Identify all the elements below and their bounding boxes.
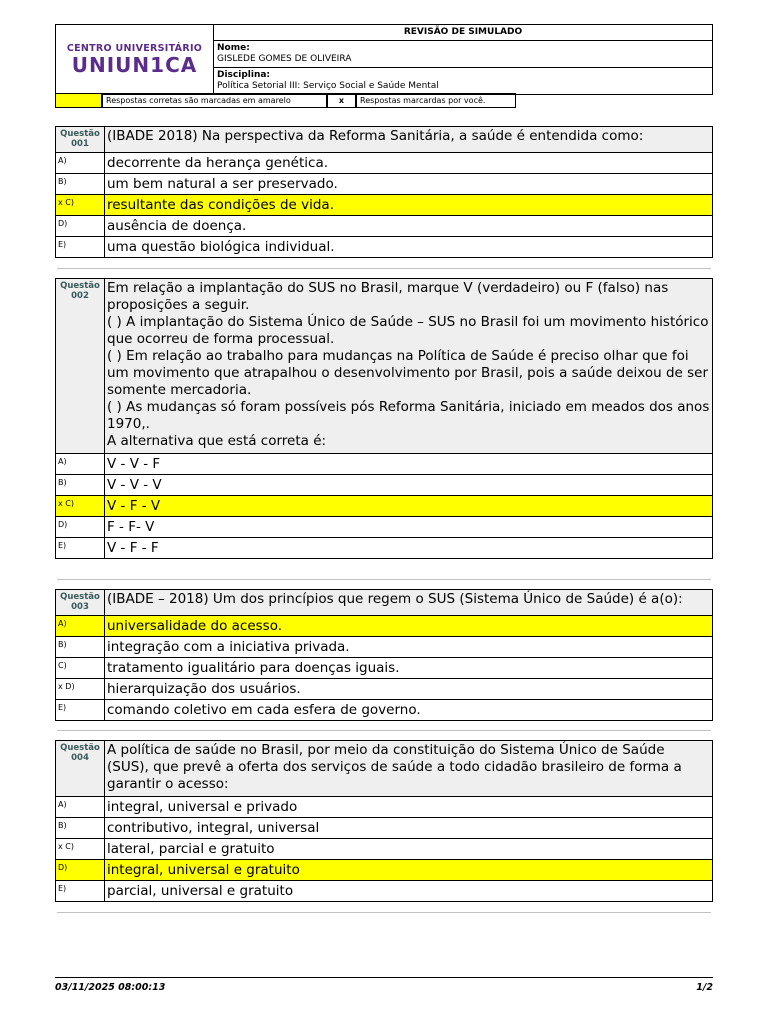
option-text: integração com a iniciativa privada. <box>105 637 713 658</box>
option-row[interactable] <box>56 475 713 496</box>
option-letter: B) <box>56 174 105 195</box>
option-text: integral, universal e privado <box>105 797 713 818</box>
statement-text: (IBADE 2018) Na perspectiva da Reforma Sanitária, a saúde é entendida como: <box>107 128 644 144</box>
legend <box>55 93 516 107</box>
option-text: uma questão biológica individual. <box>105 237 713 258</box>
question-block <box>55 126 713 258</box>
option-text: um bem natural a ser preservado. <box>105 174 713 195</box>
option-row[interactable] <box>56 658 713 679</box>
option-row[interactable] <box>56 538 713 559</box>
question-number-value: 002 <box>71 291 89 301</box>
legend-marked-text: Respostas marcardas por você. <box>356 93 516 108</box>
question-label: Questão <box>60 281 100 291</box>
option-row[interactable] <box>56 216 713 237</box>
page-title: REVISÃO DE SIMULADO <box>214 25 713 41</box>
option-text: V - V - V <box>105 475 713 496</box>
student-name-cell <box>214 41 713 68</box>
option-row[interactable] <box>56 237 713 258</box>
option-text: F - F- V <box>105 517 713 538</box>
option-letter: B) <box>56 475 105 496</box>
question-label: Questão <box>60 592 100 602</box>
name-label: Nome: <box>217 43 250 53</box>
question-number <box>56 590 105 616</box>
option-row[interactable] <box>56 839 713 860</box>
option-text: V - F - F <box>105 538 713 559</box>
question-number <box>56 741 105 797</box>
statement-text: ( ) A implantação do Sistema Único de Saúde – SUS no Brasil foi um movimento histórico que ocorreu de forma processual. <box>107 314 709 347</box>
option-letter: E) <box>56 237 105 258</box>
question-number <box>56 127 105 153</box>
option-letter: A) <box>56 153 105 174</box>
option-text: universalidade do acesso. <box>105 616 713 637</box>
option-letter: D) <box>56 517 105 538</box>
footer-datetime: 03/11/2025 08:00:13 <box>55 982 166 993</box>
option-text: tratamento igualitário para doenças iguais. <box>105 658 713 679</box>
question-number-value: 004 <box>71 753 89 763</box>
question-number-value: 001 <box>71 139 89 149</box>
option-text: integral, universal e gratuito <box>105 860 713 881</box>
divider <box>57 730 711 731</box>
option-row-correct[interactable] <box>56 616 713 637</box>
divider <box>57 268 711 269</box>
option-row-correct[interactable] <box>56 496 713 517</box>
footer-page-number: 1/2 <box>696 982 713 993</box>
option-letter: A) <box>56 454 105 475</box>
option-text: parcial, universal e gratuito <box>105 881 713 902</box>
logo-text-bottom: UNIUN1CA <box>71 53 198 77</box>
statement-text: ( ) As mudanças só foram possíveis pós Reforma Sanitária, iniciado em meados dos anos 1970,. <box>107 399 710 432</box>
question-block <box>55 589 713 721</box>
option-text: V - V - F <box>105 454 713 475</box>
question-number-value: 003 <box>71 602 89 612</box>
statement-text: (IBADE – 2018) Um dos princípios que regem o SUS (Sistema Único de Saúde) é a(o): <box>107 591 683 607</box>
name-value: GISLEDE GOMES DE OLIVEIRA <box>217 54 352 64</box>
option-letter: x C) <box>56 195 105 216</box>
logo-text-top: CENTRO UNIVERSITÁRIO <box>66 43 203 54</box>
question-statement <box>105 741 713 797</box>
discipline-value: Política Setorial III: Serviço Social e Saúde Mental <box>217 81 439 91</box>
footer-divider <box>55 977 713 978</box>
option-row[interactable] <box>56 679 713 700</box>
question-label: Questão <box>60 129 100 139</box>
option-letter: x D) <box>56 679 105 700</box>
legend-correct-text: Respostas corretas são marcadas em amarelo <box>102 93 327 108</box>
legend-marked-symbol: x <box>327 93 356 108</box>
option-letter: E) <box>56 700 105 721</box>
divider <box>57 579 711 580</box>
question-block <box>55 278 713 559</box>
option-letter: A) <box>56 797 105 818</box>
question-number <box>56 279 105 454</box>
option-row[interactable] <box>56 174 713 195</box>
option-text: resultante das condições de vida. <box>105 195 713 216</box>
option-letter: x C) <box>56 496 105 517</box>
option-row[interactable] <box>56 881 713 902</box>
option-letter: E) <box>56 538 105 559</box>
statement-text: A alternativa que está correta é: <box>107 433 327 449</box>
option-text: ausência de doença. <box>105 216 713 237</box>
option-row-correct[interactable] <box>56 860 713 881</box>
divider <box>57 912 711 913</box>
discipline-cell <box>214 68 713 95</box>
header-table <box>55 24 713 95</box>
option-letter: D) <box>56 216 105 237</box>
option-text: hierarquização dos usuários. <box>105 679 713 700</box>
option-text: V - F - V <box>105 496 713 517</box>
option-row[interactable] <box>56 637 713 658</box>
question-statement <box>105 279 713 454</box>
option-letter: D) <box>56 860 105 881</box>
option-row[interactable] <box>56 700 713 721</box>
option-text: decorrente da herança genética. <box>105 153 713 174</box>
statement-text: ( ) Em relação ao trabalho para mudanças na Política de Saúde é preciso olhar que foi um movimento que atrapalhou o desenvolvimento por Brasil, pois a saúde deixou de ser somente mercadoria. <box>107 348 709 398</box>
option-letter: C) <box>56 658 105 679</box>
option-letter: B) <box>56 818 105 839</box>
question-block <box>55 740 713 902</box>
option-row-correct[interactable] <box>56 195 713 216</box>
option-letter: x C) <box>56 839 105 860</box>
option-row[interactable] <box>56 818 713 839</box>
statement-text: Em relação a implantação do SUS no Brasil, marque V (verdadeiro) ou F (falso) nas proposições a seguir. <box>107 280 669 313</box>
question-statement <box>105 590 713 616</box>
option-row[interactable] <box>56 454 713 475</box>
option-row[interactable] <box>56 797 713 818</box>
option-letter: A) <box>56 616 105 637</box>
option-letter: E) <box>56 881 105 902</box>
option-text: contributivo, integral, universal <box>105 818 713 839</box>
question-statement <box>105 127 713 153</box>
question-label: Questão <box>60 743 100 753</box>
logo-cell <box>56 25 214 95</box>
option-letter: B) <box>56 637 105 658</box>
discipline-label: Disciplina: <box>217 70 271 80</box>
statement-text: A política de saúde no Brasil, por meio da constituição do Sistema Único de Saúde (SUS), que prevê a oferta dos serviços de saúde a todo cidadão brasileiro de forma a garantir o acesso: <box>107 742 682 792</box>
legend-yellow-swatch <box>55 93 102 108</box>
option-row[interactable] <box>56 153 713 174</box>
option-text: comando coletivo em cada esfera de governo. <box>105 700 713 721</box>
option-row[interactable] <box>56 517 713 538</box>
option-text: lateral, parcial e gratuito <box>105 839 713 860</box>
